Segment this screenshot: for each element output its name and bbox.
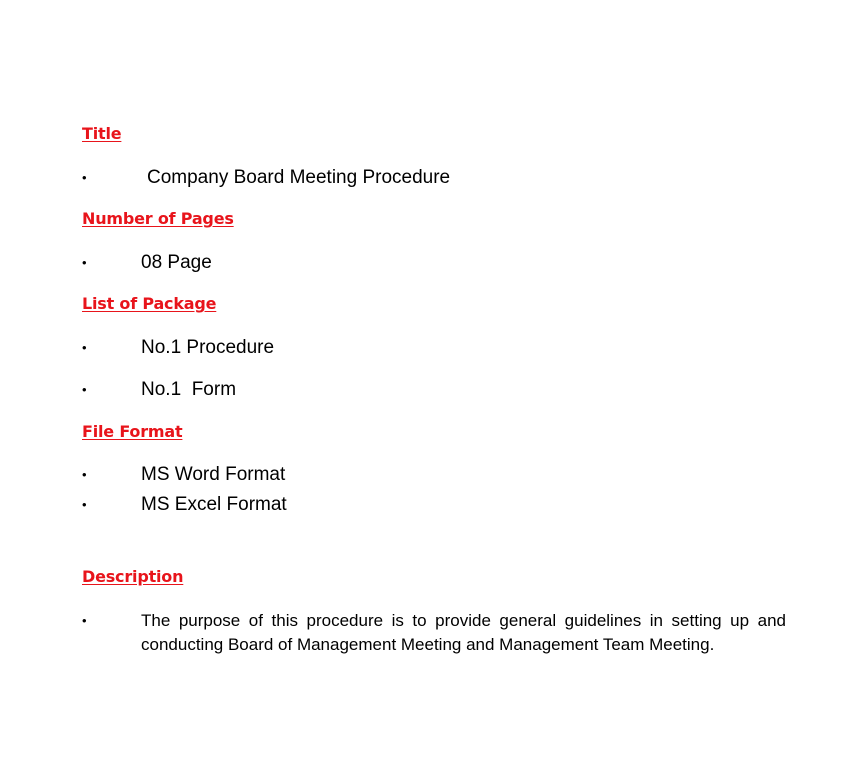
list-item-text: No.1 Form [141,379,237,400]
section-heading-description: Description [82,567,184,586]
bullet-icon: • [82,170,87,185]
section-heading-package: List of Package [82,294,217,313]
bullet-icon: • [82,340,87,355]
section-heading-title: Title [82,124,122,143]
list-item-text: 08 Page [141,252,212,273]
section-heading-pages: Number of Pages [82,209,234,228]
section-heading-file-format: File Format [82,422,183,441]
bullet-icon: • [82,613,87,628]
description-paragraph: The purpose of this procedure is to provide general guidelines in setting up and conducting Board of Management Meeting and Management Team Meeting. [141,611,786,654]
list-item-text: MS Excel Format [141,494,287,515]
list-item-text: Company Board Meeting Procedure [147,167,451,188]
list-item-text: MS Word Format [141,464,286,485]
bullet-icon: • [82,467,87,482]
bullet-icon: • [82,255,87,270]
list-item-text: No.1 Procedure [141,337,275,358]
bullet-icon: • [82,497,87,512]
bullet-icon: • [82,382,87,397]
